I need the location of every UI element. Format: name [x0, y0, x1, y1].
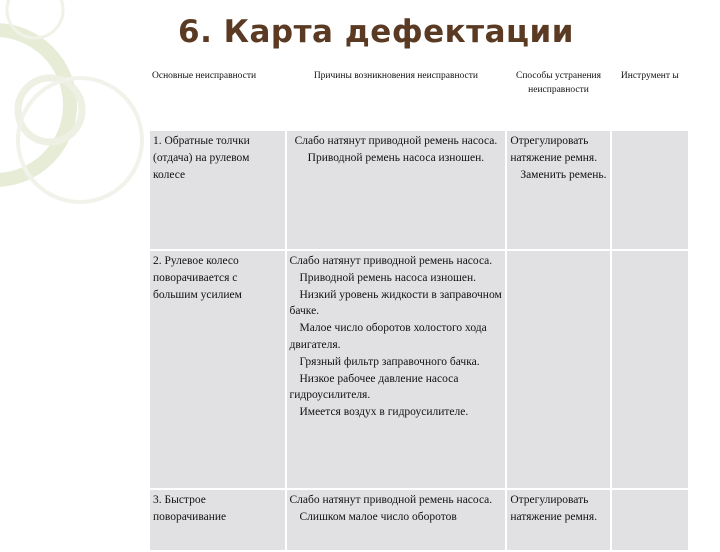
cause-item: Слабо натянут приводной ремень насоса. [289, 494, 493, 506]
defect-map-table [148, 64, 690, 552]
table-row [150, 490, 688, 550]
header-causes: Причины возникновения неисправности [287, 66, 506, 129]
table-row [150, 131, 688, 249]
fix-item: Отрегулировать натяжение ремня. [510, 494, 598, 523]
cause-item: Слишком малое число оборотов [299, 510, 457, 523]
cause-item: Приводной ремень насоса изношен. [307, 151, 485, 164]
fixes-cell [507, 131, 609, 249]
causes-cell [287, 131, 506, 249]
fixes-cell [507, 251, 609, 488]
cause-item: Имеется воздух в гидроусилителе. [299, 406, 469, 419]
causes-cell [287, 490, 506, 550]
page-title: 6. Карта дефектации [178, 14, 574, 50]
table-row [150, 251, 688, 488]
cause-item: Слабо натянут приводной ремень насоса. [294, 135, 498, 147]
fixes-cell [507, 490, 609, 550]
tools-cell [612, 131, 688, 249]
table-header-row [150, 66, 688, 129]
defect-cell: 1. Обратные толчки (отдача) на рулевом колесе [150, 131, 285, 249]
header-tools: Инструмент ы [612, 66, 688, 129]
defect-cell: 3. Быстрое поворачивание [150, 490, 285, 550]
causes-cell [287, 251, 506, 488]
header-defects: Основные неисправности [150, 66, 285, 129]
cause-item: Приводной ремень насоса изношен. [299, 271, 476, 284]
tools-cell [612, 251, 688, 488]
cause-item: Малое число оборотов холостого хода двигателя. [289, 322, 487, 351]
fix-item: Отрегулировать натяжение ремня. [510, 135, 598, 164]
cause-item: Слабо натянут приводной ремень насоса. [289, 255, 493, 267]
cause-item: Низкий уровень жидкости в заправочном бачке. [289, 288, 502, 318]
fix-item: Заменить ремень. [520, 168, 607, 181]
defect-cell: 2. Рулевое колесо поворачивается с большим усилием [150, 251, 285, 488]
header-fixes: Способы устранения неисправности [507, 66, 609, 129]
tools-cell [612, 490, 688, 550]
cause-item: Грязный фильтр заправочного бачка. [299, 355, 480, 368]
cause-item: Низкое рабочее давление насоса гидроусилителя. [289, 372, 459, 402]
